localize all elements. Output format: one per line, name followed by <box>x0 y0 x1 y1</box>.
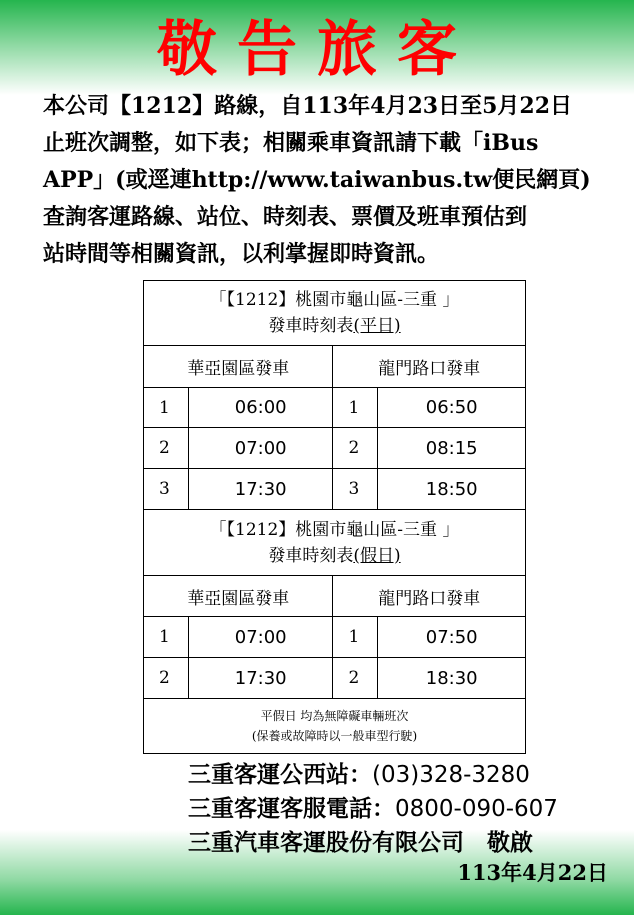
weekday-label <box>144 313 525 339</box>
station-label: 三重客運公西站： <box>188 761 372 788</box>
departure-time: 06:00 <box>188 388 333 428</box>
departure-time: 07:00 <box>188 617 333 658</box>
holiday-header <box>144 510 526 576</box>
departure-time: 07:50 <box>378 617 526 658</box>
footnote-line: 平假日 均為無障礙車輛班次 <box>260 709 409 723</box>
weekday-from-b: 龍門路口發車 <box>333 346 526 388</box>
trip-number: 2 <box>333 658 378 699</box>
notice-line: 本公司【1212】路線，自113年4月23日至5月22日 <box>43 93 573 119</box>
weekday-label-text: 發車時刻表 <box>268 316 354 336</box>
notice-text <box>43 88 603 273</box>
station-phone-line <box>188 758 628 792</box>
departure-time: 07:00 <box>188 428 333 469</box>
schedule-table <box>143 280 526 754</box>
departure-time: 18:50 <box>378 469 526 510</box>
trip-number: 2 <box>333 428 378 469</box>
notice-line: 止班次調整，如下表；相關乘車資訊請下載「iBus <box>43 130 539 156</box>
table-row <box>144 388 526 428</box>
departure-time: 17:30 <box>188 469 333 510</box>
holiday-label-text: 發車時刻表 <box>268 545 354 566</box>
holiday-from-a: 華亞園區發車 <box>144 576 333 617</box>
weekday-header <box>144 281 526 346</box>
table-row <box>144 617 526 658</box>
holiday-route: 「【1212】桃園市龜山區-三重 」 <box>209 519 460 540</box>
footnote-line: (保養或故障時以一般車型行駛) <box>251 729 418 743</box>
trip-number: 2 <box>144 428 189 469</box>
table-row <box>144 658 526 699</box>
trip-number: 3 <box>144 469 189 510</box>
contact-block <box>188 758 628 859</box>
notice-line: 站時間等相關資訊，以利掌握即時資訊。 <box>43 241 440 267</box>
footnote <box>144 699 526 754</box>
departure-time: 06:50 <box>378 388 526 428</box>
notice-line: 查詢客運路線、站位、時刻表、票價及班車預估到 <box>43 204 528 230</box>
holiday-label <box>144 543 525 569</box>
table-row <box>144 428 526 469</box>
holiday-from-b: 龍門路口發車 <box>333 576 526 617</box>
departure-time: 18:30 <box>378 658 526 699</box>
trip-number: 1 <box>333 388 378 428</box>
service-phone-line <box>188 792 628 826</box>
departure-time: 08:15 <box>378 428 526 469</box>
trip-number: 2 <box>144 658 189 699</box>
notice-line: APP」(或逕連http://www.taiwanbus.tw便民網頁) <box>43 167 591 193</box>
trip-number: 1 <box>333 617 378 658</box>
departure-time: 17:30 <box>188 658 333 699</box>
weekday-type: (平日) <box>353 316 401 336</box>
notice-date: 113年4月22日 <box>457 860 608 885</box>
trip-number: 1 <box>144 617 189 658</box>
poster-title: 敬告旅客 <box>157 15 477 85</box>
holiday-type: (假日) <box>353 545 401 566</box>
table-row <box>144 469 526 510</box>
station-phone: (03)328-3280 <box>372 762 530 788</box>
weekday-from-a: 華亞園區發車 <box>144 346 333 388</box>
company-signature: 三重汽車客運股份有限公司 敬啟 <box>188 829 533 856</box>
trip-number: 3 <box>333 469 378 510</box>
service-label: 三重客運客服電話： <box>188 795 395 822</box>
service-phone: 0800-090-607 <box>395 796 558 822</box>
weekday-route: 「【1212】桃園市龜山區-三重 」 <box>209 290 460 310</box>
trip-number: 1 <box>144 388 189 428</box>
